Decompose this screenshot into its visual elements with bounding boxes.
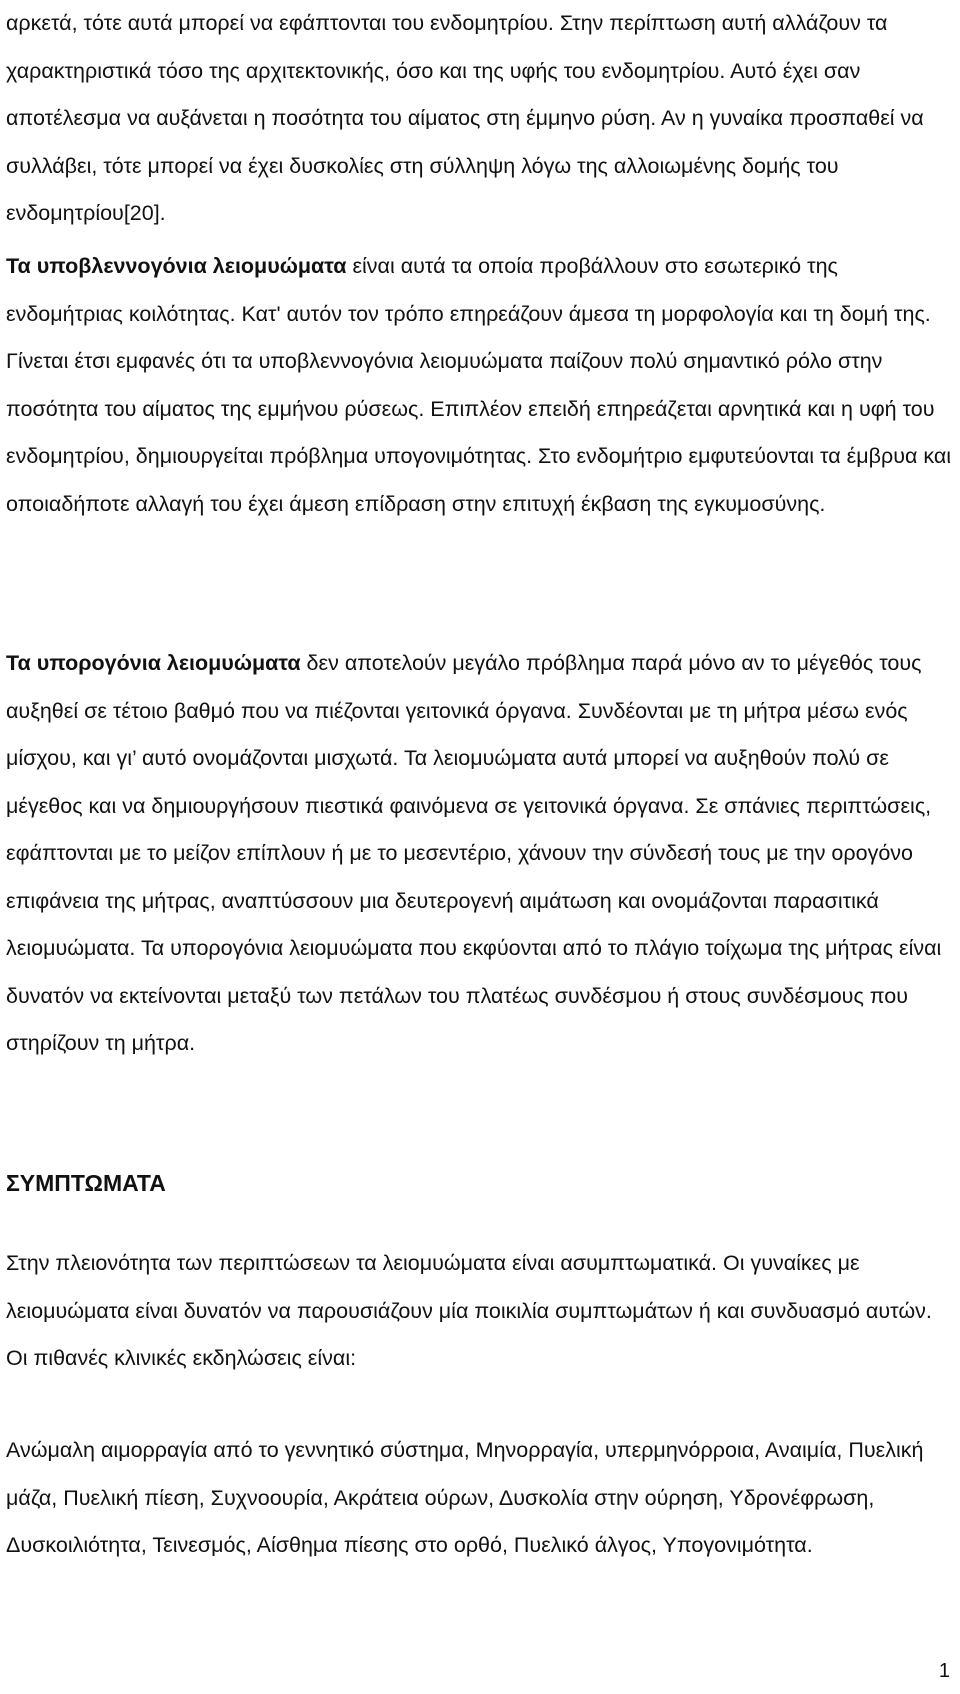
section-heading-symptoms: ΣΥΜΠΤΩΜΑΤΑ bbox=[6, 1170, 166, 1196]
term-submucosal-fibroids: Τα υποβλεννογόνια λειομυώματα bbox=[6, 254, 347, 278]
paragraph-submucosal-fibroids bbox=[6, 243, 956, 528]
page-number: 1 bbox=[938, 1660, 950, 1682]
paragraph-symptoms-intro: Στην πλειονότητα των περιπτώσεων τα λειομυώματα είναι ασυμπτωματικά. Οι γυναίκες με λειομυώματα είναι δυνατόν να παρουσιάζουν μία ποικιλία συμπτωμάτων ή και συνδυασμό αυτών. Οι πιθανές κλινικές εκδηλώσεις είναι: bbox=[6, 1251, 932, 1370]
paragraph-subserosal-fibroids bbox=[6, 640, 956, 1068]
paragraph-clinical-manifestations: Ανώμαλη αιμορραγία από το γεννητικό σύστημα, Μηνορραγία, υπερμηνόρροια, Αναιμία, Πυελική μάζα, Πυελική πίεση, Συχνοουρία, Ακράτεια ούρων, Δυσκολία στην ούρηση, Υδρονέφρωση, Δυσκοιλιότητα, Τεινεσμός, Αίσθημα πίεσης στο ορθό, Πυελικό άλγος, Υπογονιμότητα. bbox=[6, 1438, 924, 1557]
paragraph-endometrium-effects: αρκετά, τότε αυτά μπορεί να εφάπτονται του ενδομητρίου. Στην περίπτωση αυτή αλλάζουν τα χαρακτηριστικά τόσο της αρχιτεκτονικής, όσο και της υφής του ενδομητρίου. Αυτό έχει σαν αποτέλεσμα να αυξάνεται η ποσότητα του αίματος στη έμμηνο ρύση. Αν η γυναίκα προσπαθεί να συλλάβει, τότε μπορεί να έχει δυσκολίες στη σύλληψη λόγω της αλλοιωμένης δομής του ενδομητρίου[20]. bbox=[6, 11, 924, 225]
paragraph-submucosal-text: είναι αυτά τα οποία προβάλλουν στο εσωτερικό της ενδομήτριας κοιλότητας. Κατ' αυτόν τον τρόπο επηρεάζουν άμεσα τη μορφολογία και τη δομή της. Γίνεται έτσι εμφανές ότι τα υποβλεννογόνια λειομυώματα παίζουν πολύ σημαντικό ρόλο στην ποσότητα του αίματος της εμμήνου ρύσεως. Επιπλέον επειδή επηρεάζεται αρνητικά και η υφή του ενδομητρίου, δημιουργείται πρόβλημα υπογονιμότητας. Στο ενδομήτριο εμφυτεύονται τα έμβρυα και οποιαδήποτε αλλαγή του έχει άμεση επίδραση στην επιτυχή έκβαση της εγκυμοσύνης. bbox=[6, 254, 952, 516]
paragraph-subserosal-text: δεν αποτελούν μεγάλο πρόβλημα παρά μόνο αν το μέγεθός τους αυξηθεί σε τέτοιο βαθμό που να πιέζονται γειτονικά όργανα. Συνδέονται με τη μήτρα μέσω ενός μίσχου, και γι’ αυτό ονομάζονται μισχωτά. Τα λειομυώματα αυτά μπορεί να αυξηθούν πολύ σε μέγεθος και να δημιουργήσουν πιεστικά φαινόμενα σε γειτονικά όργανα. Σε σπάνιες περιπτώσεις, εφάπτονται με το μείζον επίπλουν ή με το μεσεντέριο, χάνουν την σύνδεσή τους με την ορογόνο επιφάνεια της μήτρας, αναπτύσσουν μια δευτερογενή αιμάτωση και ονομάζονται παρασιτικά λειομυώματα. Τα υπορογόνια λειομυώματα που εκφύονται από το πλάγιο τοίχωμα της μήτρας είναι δυνατόν να εκτείνονται μεταξύ των πετάλων του πλατέως συνδέσμου ή στους συνδέσμους που στηρίζουν τη μήτρα. bbox=[6, 651, 942, 1055]
term-subserosal-fibroids: Τα υπορογόνια λειομυώματα bbox=[6, 651, 301, 675]
